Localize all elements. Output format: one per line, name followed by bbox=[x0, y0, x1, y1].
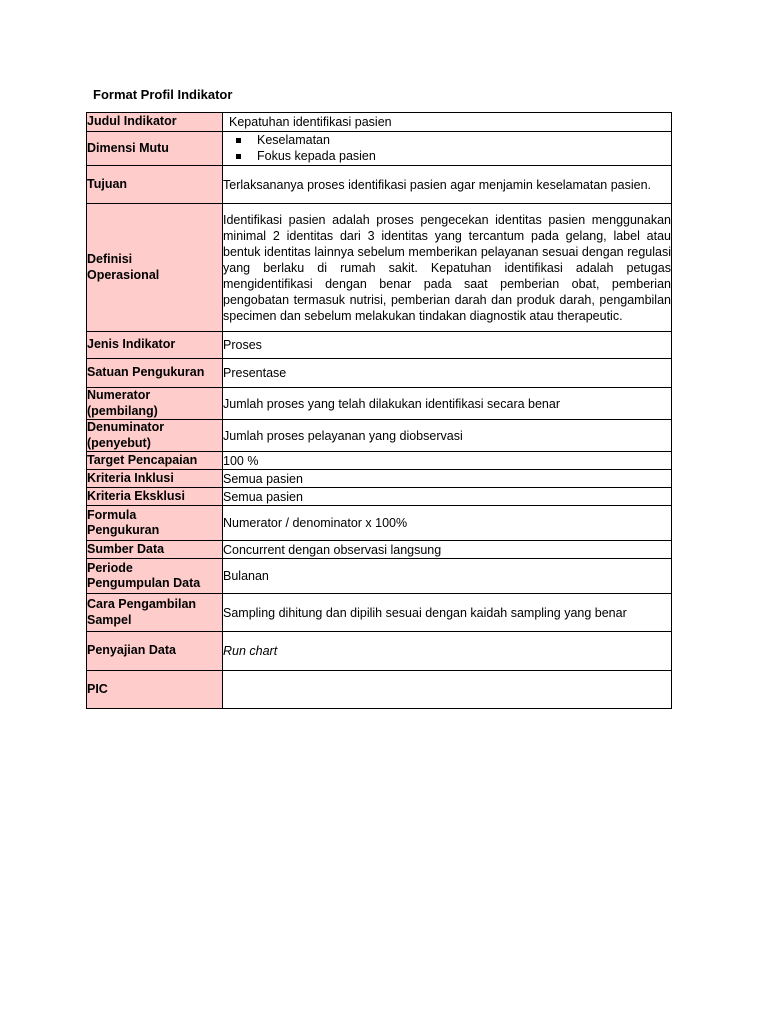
row-sumber-data bbox=[87, 541, 672, 559]
value-target-pencapaian: 100 % bbox=[223, 452, 672, 470]
label-satuan-pengukuran: Satuan Pengukuran bbox=[87, 359, 223, 388]
judul-text: Kepatuhan identifikasi pasien bbox=[229, 115, 392, 129]
label-denuminator: Denuminator (penyebut) bbox=[87, 420, 223, 452]
label-penyajian-data: Penyajian Data bbox=[87, 632, 223, 671]
label-cara-pengambilan-sampel: Cara Pengambilan Sampel bbox=[87, 594, 223, 632]
dimensi-list bbox=[223, 133, 671, 164]
value-kriteria-eksklusi: Semua pasien bbox=[223, 488, 672, 506]
value-definisi-operasional: Identifikasi pasien adalah proses pengecekan identitas pasien menggunakan minimal 2 identitas dari 3 identitas yang tercantum pada gelang, label atau bentuk identitas lainnya sebelum memberikan pelayanan sesuai dengan regulasi yang berlaku di rumah sakit. Kepatuhan identifikasi adalah petugas mengidentifikasi dengan benar pada saat pemberian obat, pemberian pengobatan termasuk nutrisi, pemberian darah dan produk darah, pengambilan specimen dan sebelum melakukan tindakan diagnostik atau therapeutic. bbox=[223, 204, 672, 332]
label-kriteria-eksklusi: Kriteria Eksklusi bbox=[87, 488, 223, 506]
value-jenis-indikator: Proses bbox=[223, 332, 672, 359]
row-tujuan bbox=[87, 166, 672, 204]
label-kriteria-inklusi: Kriteria Inklusi bbox=[87, 470, 223, 488]
row-penyajian-data bbox=[87, 632, 672, 671]
row-pic bbox=[87, 671, 672, 709]
value-dimensi-mutu bbox=[223, 132, 672, 166]
list-item: Fokus kepada pasien bbox=[223, 149, 671, 165]
row-denuminator bbox=[87, 420, 672, 452]
label-dimensi-mutu: Dimensi Mutu bbox=[87, 132, 223, 166]
row-kriteria-inklusi bbox=[87, 470, 672, 488]
label-sumber-data: Sumber Data bbox=[87, 541, 223, 559]
label-pic: PIC bbox=[87, 671, 223, 709]
value-denuminator: Jumlah proses pelayanan yang diobservasi bbox=[223, 420, 672, 452]
label-jenis-indikator: Jenis Indikator bbox=[87, 332, 223, 359]
value-tujuan: Terlaksananya proses identifikasi pasien agar menjamin keselamatan pasien. bbox=[223, 166, 672, 204]
row-formula-pengukuran bbox=[87, 506, 672, 541]
label-formula-pengukuran: Formula Pengukuran bbox=[87, 506, 223, 541]
row-judul-indikator bbox=[87, 113, 672, 132]
label-judul-indikator: Judul Indikator bbox=[87, 113, 223, 132]
row-dimensi-mutu bbox=[87, 132, 672, 166]
label-periode-pengumpulan-data: Periode Pengumpulan Data bbox=[87, 559, 223, 594]
label-tujuan: Tujuan bbox=[87, 166, 223, 204]
row-periode-pengumpulan-data bbox=[87, 559, 672, 594]
value-judul-indikator bbox=[223, 113, 672, 132]
value-sumber-data: Concurrent dengan observasi langsung bbox=[223, 541, 672, 559]
value-numerator: Jumlah proses yang telah dilakukan identifikasi secara benar bbox=[223, 388, 672, 420]
row-definisi-operasional bbox=[87, 204, 672, 332]
list-item: Keselamatan bbox=[223, 133, 671, 149]
row-target-pencapaian bbox=[87, 452, 672, 470]
label-numerator: Numerator (pembilang) bbox=[87, 388, 223, 420]
square-bullet-icon bbox=[236, 154, 241, 159]
row-satuan-pengukuran bbox=[87, 359, 672, 388]
row-numerator bbox=[87, 388, 672, 420]
row-cara-pengambilan-sampel bbox=[87, 594, 672, 632]
page-title: Format Profil Indikator bbox=[93, 87, 233, 102]
value-formula-pengukuran: Numerator / denominator x 100% bbox=[223, 506, 672, 541]
value-penyajian-data: Run chart bbox=[223, 632, 672, 671]
label-target-pencapaian: Target Pencapaian bbox=[87, 452, 223, 470]
value-cara-pengambilan-sampel: Sampling dihitung dan dipilih sesuai dengan kaidah sampling yang benar bbox=[223, 594, 672, 632]
value-kriteria-inklusi: Semua pasien bbox=[223, 470, 672, 488]
value-pic bbox=[223, 671, 672, 709]
label-definisi-operasional: Definisi Operasional bbox=[87, 204, 223, 332]
row-kriteria-eksklusi bbox=[87, 488, 672, 506]
indicator-profile-table bbox=[86, 112, 672, 709]
value-periode-pengumpulan-data: Bulanan bbox=[223, 559, 672, 594]
square-bullet-icon bbox=[236, 138, 241, 143]
row-jenis-indikator bbox=[87, 332, 672, 359]
value-satuan-pengukuran: Presentase bbox=[223, 359, 672, 388]
